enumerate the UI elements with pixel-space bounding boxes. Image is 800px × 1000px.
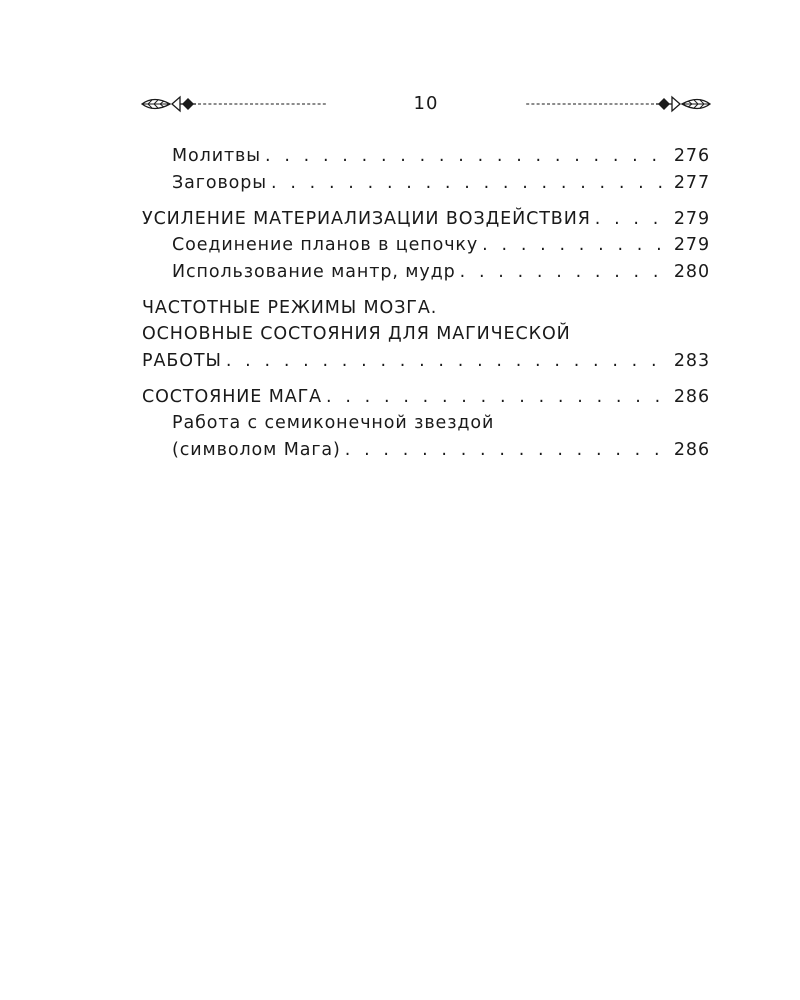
toc-entry-page: 279 xyxy=(673,235,710,255)
toc-section-usilenie xyxy=(142,206,710,233)
page-header xyxy=(140,92,712,116)
toc-entry-page: 286 xyxy=(673,386,710,407)
toc-entry-page: 276 xyxy=(673,146,710,166)
toc-entry-page: 283 xyxy=(673,350,710,371)
toc-entry-title: Использование мантр, мудр xyxy=(172,261,456,282)
toc-section-sostoyanie xyxy=(142,384,710,411)
dot-leader xyxy=(271,170,670,197)
dot-leader xyxy=(460,259,670,286)
toc-entry-molitvy xyxy=(142,143,710,170)
dot-leader xyxy=(595,206,670,233)
toc-entry-title-line: Работа с семиконечной звездой xyxy=(172,413,495,433)
page-number: 10 xyxy=(413,93,439,114)
toc-section-title-line: ОСНОВНЫЕ СОСТОЯНИЯ ДЛЯ МАГИЧЕСКОЙ xyxy=(142,324,571,344)
toc-entry-zvezda xyxy=(142,437,710,464)
toc-entry-title: Заговоры xyxy=(172,172,267,193)
dot-leader xyxy=(326,384,670,411)
toc-entry-page: 279 xyxy=(673,208,710,229)
dot-leader xyxy=(265,143,670,170)
toc-section-title: СОСТОЯНИЕ МАГА xyxy=(142,386,323,407)
toc-section-chastotnye xyxy=(142,348,710,375)
toc-section-title-line: ЧАСТОТНЫЕ РЕЖИМЫ МОЗГА. xyxy=(142,297,438,318)
dot-leader xyxy=(482,232,670,259)
toc-entry-title: Соединение планов в цепочку xyxy=(172,235,479,255)
toc-entry-title: Молитвы xyxy=(172,146,261,166)
dot-leader xyxy=(345,437,670,464)
dot-leader xyxy=(226,348,670,375)
toc-entry-page: 286 xyxy=(673,439,710,460)
toc-entry-title: (символом Мага) xyxy=(172,439,341,460)
leaf-ornament-icon xyxy=(522,92,712,116)
table-of-contents xyxy=(142,143,710,463)
toc-entry-mantry xyxy=(142,259,710,286)
toc-entry-page: 280 xyxy=(673,261,710,282)
toc-entry-zagovory xyxy=(142,170,710,197)
toc-section-title: РАБОТЫ xyxy=(142,350,222,371)
toc-entry-soedinenie xyxy=(142,232,710,259)
toc-entry-page: 277 xyxy=(673,172,710,193)
toc-section-title: УСИЛЕНИЕ МАТЕРИАЛИЗАЦИИ ВОЗДЕЙСТВИЯ xyxy=(142,208,591,229)
